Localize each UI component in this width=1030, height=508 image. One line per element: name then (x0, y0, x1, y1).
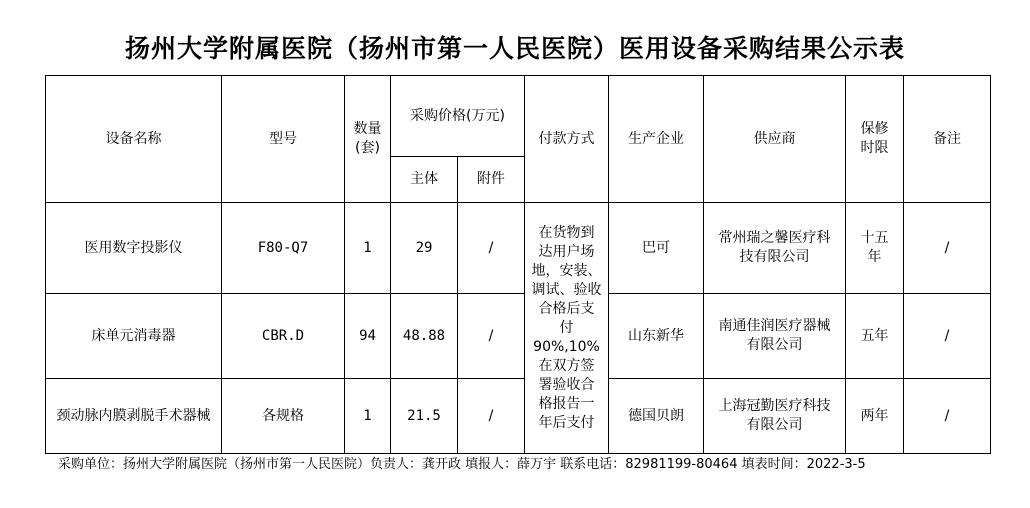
header-name: 设备名称 (46, 76, 222, 203)
cell-qty: 1 (345, 379, 391, 454)
supplier-line1: 常州瑞之馨医疗科 (718, 230, 831, 246)
cell-remark: / (904, 203, 991, 294)
header-price-main: 主体 (391, 157, 458, 203)
header-price-attach: 附件 (458, 157, 525, 203)
header-manufacturer: 生产企业 (609, 76, 704, 203)
table-row (46, 203, 991, 294)
header-warranty-line1: 保修 (860, 121, 889, 137)
payment-line: 在双方签 (538, 357, 595, 374)
cell-supplier (704, 294, 846, 379)
payment-line: 署验收合 (538, 376, 595, 393)
cell-name: 颈动脉内膜剥脱手术器械 (46, 379, 222, 454)
cell-price-main: 29 (391, 203, 458, 294)
payment-line: 付 90%,10% (533, 319, 600, 355)
cell-warranty (846, 203, 904, 294)
cell-payment-terms (525, 203, 609, 454)
supplier-line1: 南通佳润医疗器械 (718, 318, 831, 334)
cell-price-main: 48.88 (391, 294, 458, 379)
header-payment: 付款方式 (525, 76, 609, 203)
page-title: 扬州大学附属医院（扬州市第一人民医院）医用设备采购结果公示表 (124, 34, 905, 63)
payment-line: 在货物到 (538, 224, 595, 241)
header-qty-line2: (套) (355, 140, 380, 156)
cell-remark: / (904, 294, 991, 379)
header-row-top (46, 76, 991, 157)
cell-supplier (704, 379, 846, 454)
cell-manufacturer: 德国贝朗 (609, 379, 704, 454)
header-warranty (846, 76, 904, 203)
payment-line: 达用户场 (538, 243, 595, 260)
payment-line: 地，安装、 (531, 262, 602, 279)
cell-name: 医用数字投影仪 (46, 203, 222, 294)
cell-model: CBR.D (222, 294, 345, 379)
header-model: 型号 (222, 76, 345, 203)
cell-model: 各规格 (222, 379, 345, 454)
table-row (46, 379, 991, 454)
supplier-line2: 技有限公司 (739, 249, 810, 265)
payment-line: 调试、验收 (531, 281, 602, 298)
header-price-group: 采购价格(万元) (391, 76, 525, 157)
payment-line: 年后支付 (538, 414, 595, 431)
cell-supplier (704, 203, 846, 294)
cell-qty: 94 (345, 294, 391, 379)
supplier-line1: 上海冠勤医疗科技 (718, 398, 831, 414)
cell-price-main: 21.5 (391, 379, 458, 454)
footer-info: 采购单位：扬州大学附属医院（扬州市第一人民医院）负责人：龚开政 填报人：薛万宇 联系电话：82981199-80464 填表时间：2022-3-5 (58, 457, 866, 472)
payment-line: 格报告一 (538, 395, 595, 412)
cell-price-attach: / (458, 203, 525, 294)
supplier-line2: 有限公司 (746, 337, 803, 353)
header-qty (345, 76, 391, 203)
cell-qty: 1 (345, 203, 391, 294)
table-row (46, 294, 991, 379)
procurement-table (45, 75, 991, 454)
cell-name: 床单元消毒器 (46, 294, 222, 379)
warranty-line1: 十五 (860, 230, 889, 246)
cell-manufacturer: 巴可 (609, 203, 704, 294)
cell-warranty: 五年 (846, 294, 904, 379)
cell-warranty: 两年 (846, 379, 904, 454)
cell-manufacturer: 山东新华 (609, 294, 704, 379)
cell-price-attach: / (458, 379, 525, 454)
header-supplier: 供应商 (704, 76, 846, 203)
header-qty-line1: 数量 (353, 121, 382, 137)
cell-price-attach: / (458, 294, 525, 379)
cell-remark: / (904, 379, 991, 454)
supplier-line2: 有限公司 (746, 417, 803, 433)
warranty-line2: 年 (867, 249, 882, 265)
header-warranty-line2: 时限 (860, 140, 889, 156)
payment-line: 合格后支 (538, 300, 595, 317)
header-remark: 备注 (904, 76, 991, 203)
cell-model: F80-Q7 (222, 203, 345, 294)
